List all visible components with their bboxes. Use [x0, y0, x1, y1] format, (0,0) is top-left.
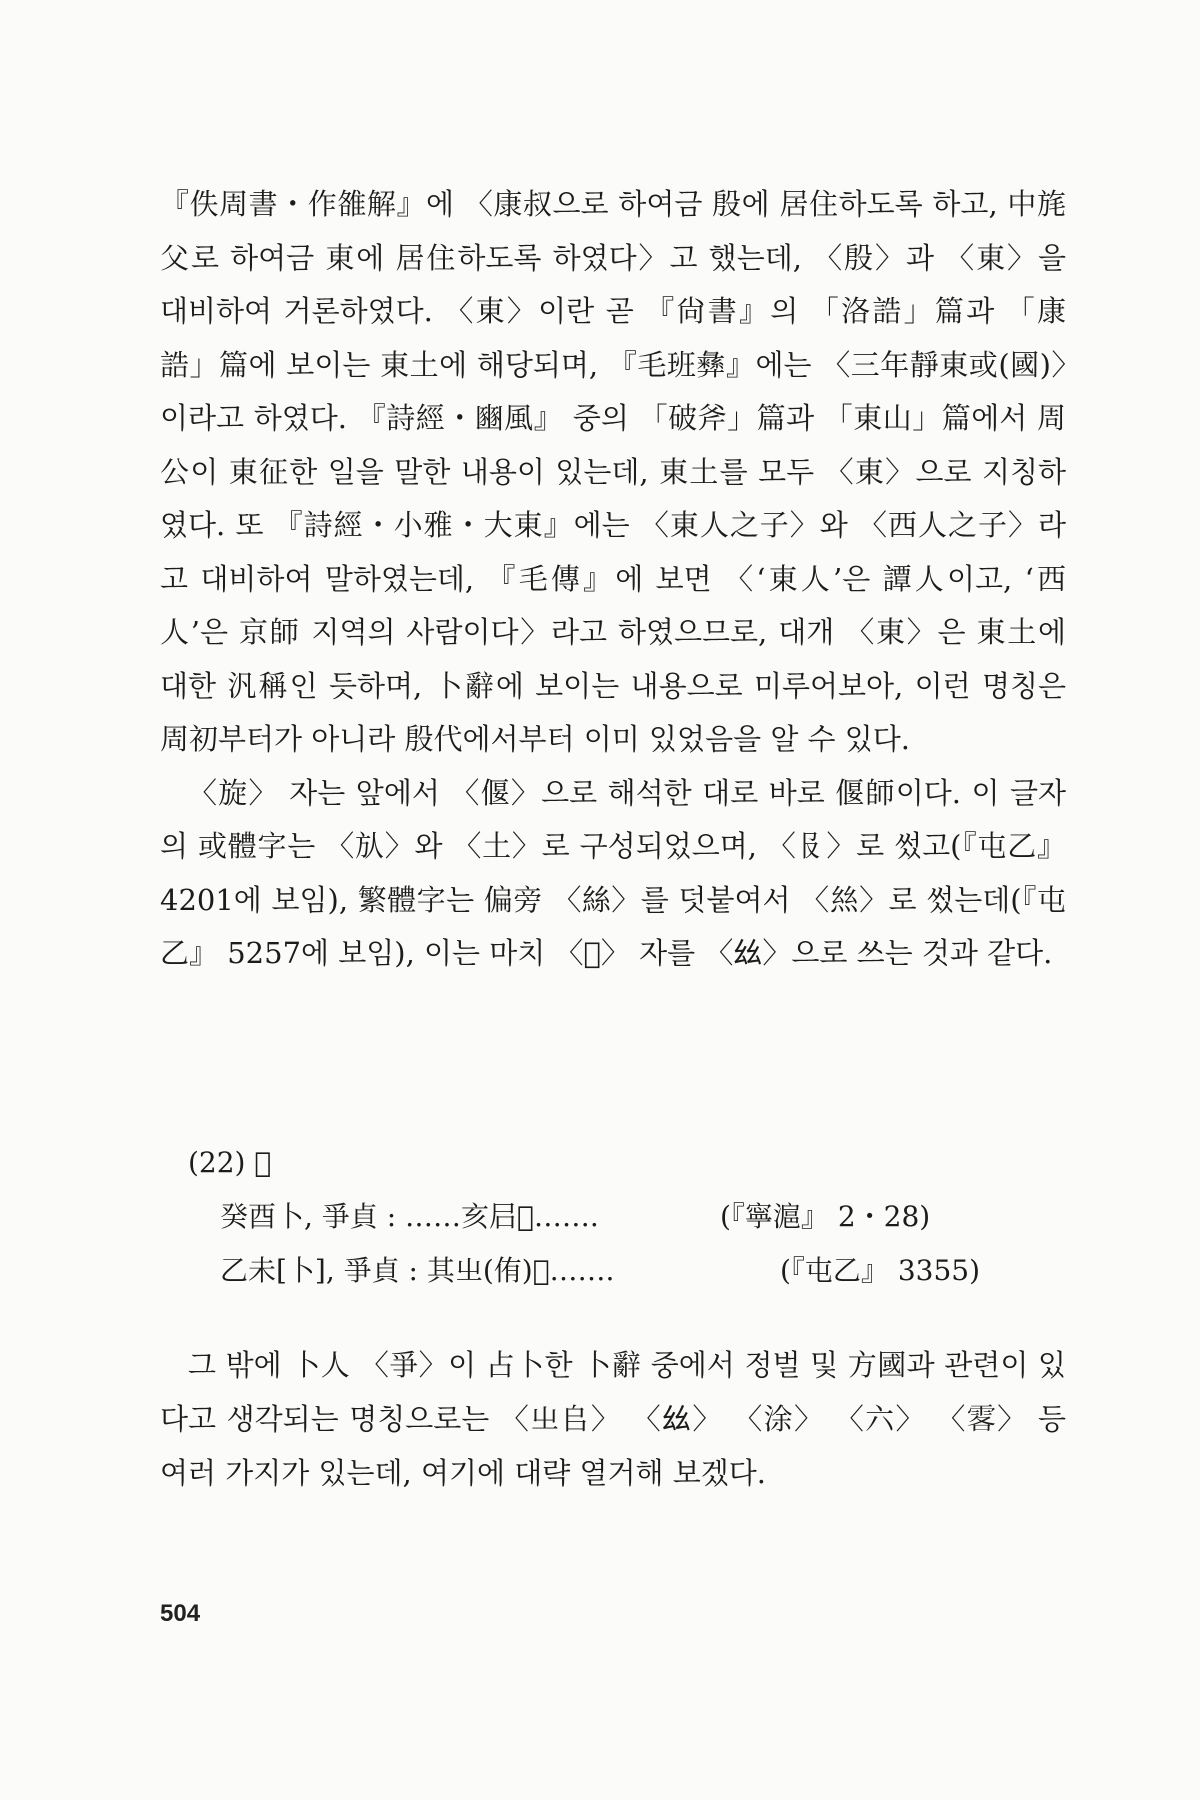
inscription-source: (『寧滬』 2・28) — [720, 1200, 931, 1233]
inscription-source: (『屯乙』 3355) — [780, 1254, 981, 1287]
inscription-text: 乙未[卜], 爭貞 : 其㞢(侑)𣆀……. — [220, 1254, 615, 1287]
page-number: 504 — [160, 1600, 201, 1627]
paragraph: 〈旋〉 자는 앞에서 〈偃〉으로 해석한 대로 바로 偃師이다. 이 글자의 或體字는 〈㫃〉와 〈土〉로 구성되었으며, 〈𠬝〉로 썼고(『屯乙』 4201에 보임), 繁體字는 偏旁 〈絲〉를 덧붙여서 〈𢇁〉로 썼는데(『屯乙』 5257에 보임), 이는 마치 〈𤕫〉 자를 〈𢆶〉으로 쓰는 것과 같다. — [160, 775, 1066, 970]
inscription-text: 癸酉卜, 爭貞 : ……亥𡰪𣆀……. — [220, 1200, 599, 1233]
example-line — [220, 1190, 988, 1244]
paragraph: 『佚周書・作雒解』에 〈康叔으로 하여금 殷에 居住하도록 하고, 中旄父로 하여금 東에 居住하도록 하였다〉고 했는데, 〈殷〉과 〈東〉을 대비하여 거론하였다. 〈東〉이란 곧 『尙書』의 「洛誥」篇과 「康誥」篇에 보이는 東土에 해당되며, 『毛班彝』에는 〈三年靜東或(國)〉이라고 하였다. 『詩經・豳風』 중의 「破斧」篇과 「東山」篇에서 周公이 東征한 일을 말한 내용이 있는데, 東土를 모두 〈東〉으로 지칭하였다. 또 『詩經・小雅・大東』에는 〈東人之子〉와 〈西人之子〉라고 대비하여 말하였는데, 『毛傳』에 보면 〈‘東人’은 譚人이고, ‘西人’은 京師 지역의 사람이다〉라고 하였으므로, 대개 〈東〉은 東土에 대한 汎稱인 듯하며, 卜辭에 보이는 내용으로 미루어보아, 이런 명칭은 周初부터가 아니라 殷代에서부터 이미 있었음을 알 수 있다. — [160, 187, 1066, 756]
example-line — [220, 1244, 988, 1298]
example-title: (22) 𣆀 — [188, 1146, 272, 1179]
example-block — [188, 1136, 988, 1298]
body-text — [160, 178, 1066, 981]
closing-paragraph: 그 밖에 卜人 〈爭〉이 占卜한 卜辭 중에서 정벌 및 方國과 관련이 있다고 생각되는 명칭으로는 〈㞢𠂤〉 〈𢆶〉 〈涂〉 〈六〉 〈𩂣〉 등 여러 가지가 있는데, 여기에 대략 열거해 보겠다. — [160, 1348, 1066, 1490]
